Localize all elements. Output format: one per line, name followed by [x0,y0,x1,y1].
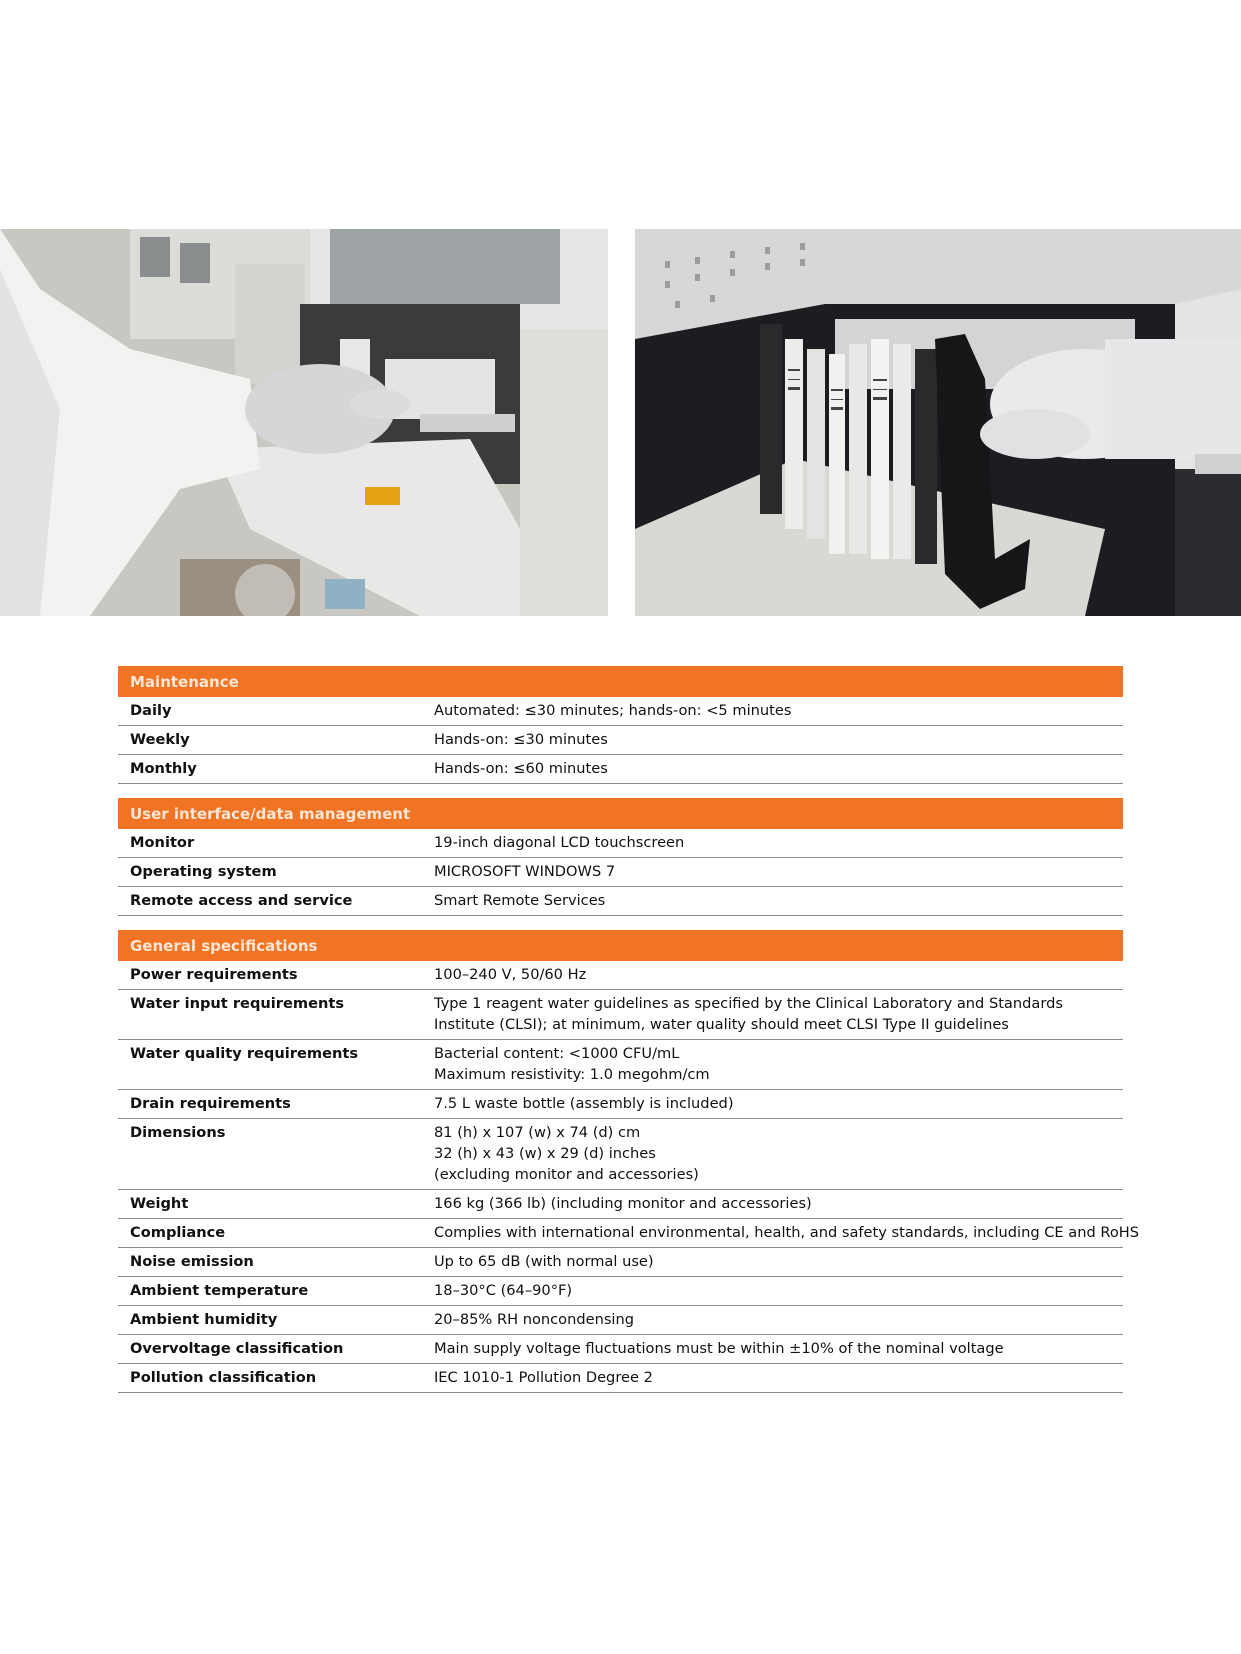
photo-sample-rack [635,229,1241,616]
table-row [118,1277,1123,1306]
table-row [118,961,1123,990]
row-label: Weight [130,1195,189,1212]
row-label: Remote access and service [130,892,353,909]
row-label: Noise emission [130,1253,254,1270]
row-value: Hands-on: ≤30 minutes [434,731,608,748]
row-value: IEC 1010-1 Pollution Degree 2 [434,1369,653,1386]
row-label: Drain requirements [130,1095,291,1112]
row-label: Daily [130,702,172,719]
row-label: Ambient temperature [130,1282,309,1299]
row-label: Ambient humidity [130,1311,278,1328]
row-value: 19-inch diagonal LCD touchscreen [434,834,685,851]
row-label: Dimensions [130,1124,226,1141]
row-label: Water quality requirements [130,1045,359,1062]
row-value: 18–30°C (64–90°F) [434,1282,573,1299]
row-value: Main supply voltage fluctuations must be within ±10% of the nominal voltage [434,1340,1004,1357]
row-label: Power requirements [130,966,298,983]
table-row [118,1335,1123,1364]
row-value: Type 1 reagent water guidelines as specified by the Clinical Laboratory and Standards Institute (CLSI); at minimum, water quality should meet CLSI Type II guidelines [434,995,1063,1033]
row-label: Weekly [130,731,190,748]
row-label: Overvoltage classification [130,1340,344,1357]
row-value: Complies with international environmental, health, and safety standards, including CE and RoHS [434,1224,1140,1241]
table-row [118,829,1123,858]
row-value: 81 (h) x 107 (w) x 74 (d) cm 32 (h) x 43 (w) x 29 (d) inches (excluding monitor and accessories) [434,1124,699,1183]
table-row [118,1119,1123,1190]
row-label: Monitor [130,834,195,851]
row-value: 166 kg (366 lb) (including monitor and accessories) [434,1195,812,1212]
row-label: Compliance [130,1224,226,1241]
table-row [118,1090,1123,1119]
row-value: Hands-on: ≤60 minutes [434,760,608,777]
table-row [118,1190,1123,1219]
row-label: Pollution classification [130,1369,317,1386]
table-row [118,990,1123,1040]
table-row [118,755,1123,784]
table-row [118,1248,1123,1277]
table-row [118,858,1123,887]
table-row [118,1364,1123,1393]
photo-reagent-loading [0,229,608,616]
row-value: Up to 65 dB (with normal use) [434,1253,654,1270]
table-row [118,1306,1123,1335]
row-value: 7.5 L waste bottle (assembly is included) [434,1095,734,1112]
row-value: 100–240 V, 50/60 Hz [434,966,587,983]
row-label: Monthly [130,760,197,777]
row-label: Operating system [130,863,277,880]
row-value: 20–85% RH noncondensing [434,1311,634,1328]
section-header-maintenance: Maintenance [118,666,1123,697]
table-row [118,887,1123,916]
section-header-general-specifications: General specifications [118,930,1123,961]
row-value: Bacterial content: <1000 CFU/mL Maximum resistivity: 1.0 megohm/cm [434,1045,710,1083]
section-header-user-interface: User interface/data management [118,798,1123,829]
table-row [118,1040,1123,1090]
specifications-table [118,666,1140,1393]
table-row [118,697,1123,726]
row-value: MICROSOFT WINDOWS 7 [434,863,616,880]
table-row [118,726,1123,755]
row-value: Smart Remote Services [434,892,606,909]
table-row [118,1219,1140,1248]
row-label: Water input requirements [130,995,345,1012]
row-value: Automated: ≤30 minutes; hands-on: <5 minutes [434,702,792,719]
